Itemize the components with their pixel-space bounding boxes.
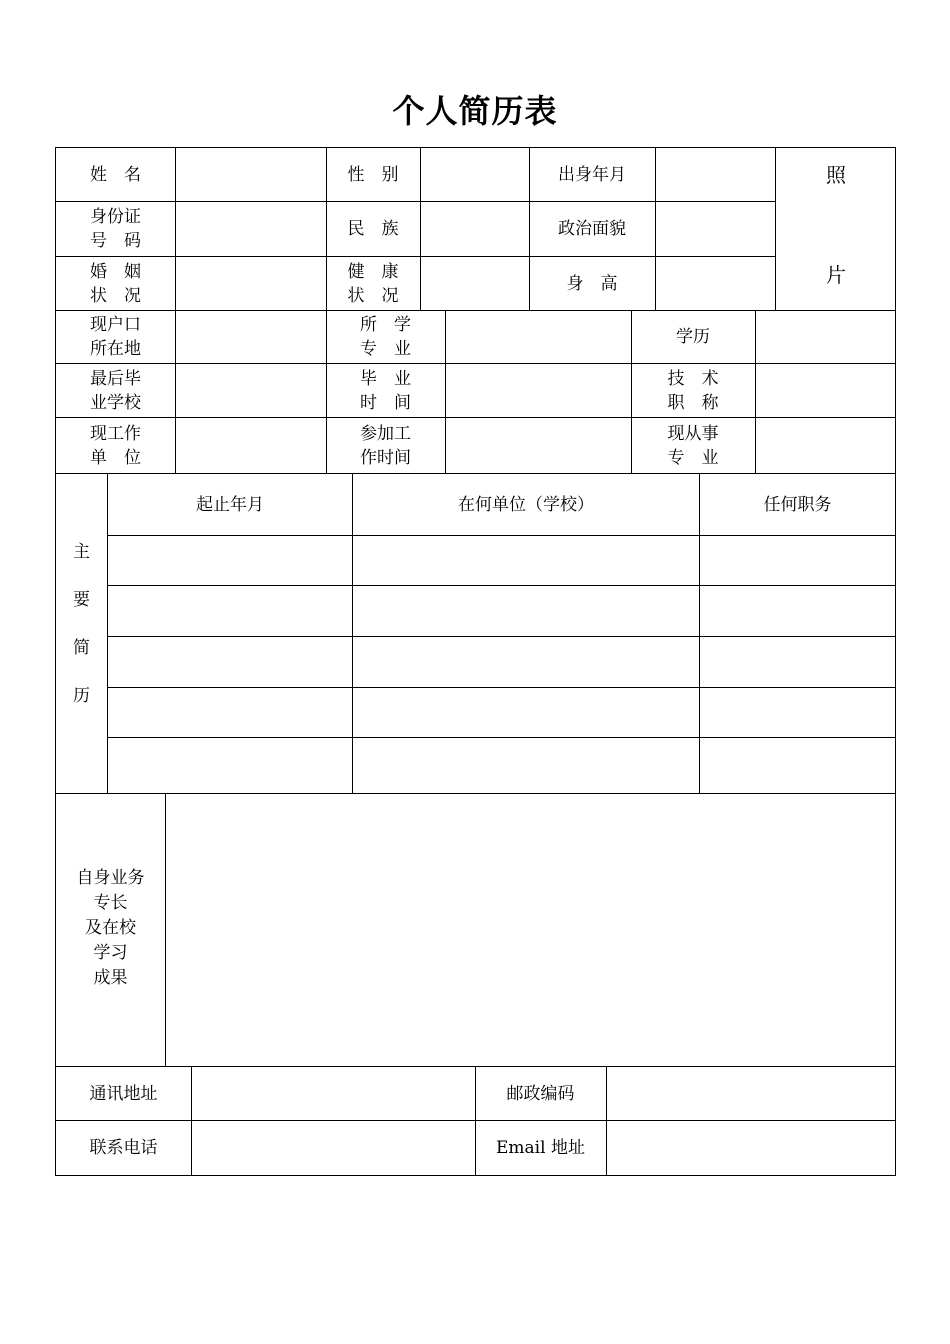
join-work-time-field[interactable] xyxy=(446,418,631,473)
work-unit-field[interactable] xyxy=(176,418,326,473)
join-work-time-label: 参加工 作时间 xyxy=(360,423,411,468)
hukou-label: 现户口 所在地 xyxy=(90,315,141,359)
page-title: 个人简历表 xyxy=(392,92,558,130)
gender-label: 性 别 xyxy=(347,164,399,185)
history-header-period: 起止年月 xyxy=(196,494,264,515)
political-label: 政治面貌 xyxy=(558,219,626,239)
tech-title-field[interactable] xyxy=(756,364,895,417)
health-field[interactable] xyxy=(421,257,529,311)
history-section xyxy=(55,474,896,794)
address-label: 通讯地址 xyxy=(89,1083,158,1104)
address-field[interactable] xyxy=(192,1067,475,1120)
ethnic-label: 民 族 xyxy=(347,219,399,239)
basic-info-section xyxy=(55,147,896,311)
major-label: 所 学 专 业 xyxy=(360,315,411,359)
phone-field[interactable] xyxy=(192,1121,475,1174)
email-label: Email 地址 xyxy=(496,1137,585,1158)
school-label: 最后毕 业学校 xyxy=(90,368,141,413)
postcode-label: 邮政编码 xyxy=(506,1083,575,1104)
degree-field[interactable] xyxy=(756,311,895,363)
table-row[interactable] xyxy=(108,738,895,792)
degree-label: 学历 xyxy=(676,327,710,347)
email-field[interactable] xyxy=(607,1121,895,1174)
skills-field[interactable] xyxy=(166,794,895,1065)
photo-box[interactable] xyxy=(776,148,896,310)
major-field[interactable] xyxy=(446,311,631,363)
photo-label-top: 照 xyxy=(826,163,846,187)
table-row[interactable] xyxy=(108,637,895,687)
tech-title-label: 技 术 职 称 xyxy=(667,368,719,413)
current-major-field[interactable] xyxy=(756,418,895,473)
skills-label: 自身业务 专长 及在校 学习 成果 xyxy=(76,868,145,988)
political-field[interactable] xyxy=(656,202,775,256)
marital-field[interactable] xyxy=(176,257,326,311)
work-unit-label: 现工作 单 位 xyxy=(90,423,141,468)
name-field[interactable] xyxy=(176,148,326,201)
postcode-field[interactable] xyxy=(607,1067,895,1120)
current-major-label: 现从事 专 业 xyxy=(667,423,719,468)
phone-label: 联系电话 xyxy=(89,1137,158,1158)
school-field[interactable] xyxy=(176,364,326,417)
graduation-time-field[interactable] xyxy=(446,364,631,417)
height-field[interactable] xyxy=(656,257,775,311)
history-header-position: 任何职务 xyxy=(763,494,832,515)
table-row[interactable] xyxy=(108,688,895,737)
height-label: 身 高 xyxy=(566,274,618,294)
name-label: 姓 名 xyxy=(90,164,141,185)
gender-field[interactable] xyxy=(421,148,529,201)
birth-field[interactable] xyxy=(656,148,775,201)
marital-label: 婚 姻 状 况 xyxy=(90,262,141,306)
ethnic-field[interactable] xyxy=(421,202,529,256)
history-header-unit: 在何单位（学校） xyxy=(458,494,594,515)
health-label: 健 康 状 况 xyxy=(347,262,399,306)
id-number-field[interactable] xyxy=(176,202,326,256)
graduation-time-label: 毕 业 时 间 xyxy=(360,368,411,413)
photo-label-bottom: 片 xyxy=(826,263,846,287)
birth-label: 出身年月 xyxy=(558,164,626,185)
contact-section xyxy=(55,1067,896,1176)
table-row[interactable] xyxy=(108,536,895,585)
education-section xyxy=(55,311,896,474)
skills-section xyxy=(55,794,896,1067)
hukou-field[interactable] xyxy=(176,311,326,363)
history-side-label: 主 要 简 历 xyxy=(73,542,90,706)
table-row[interactable] xyxy=(108,586,895,636)
id-number-label: 身份证 号 码 xyxy=(90,207,141,251)
